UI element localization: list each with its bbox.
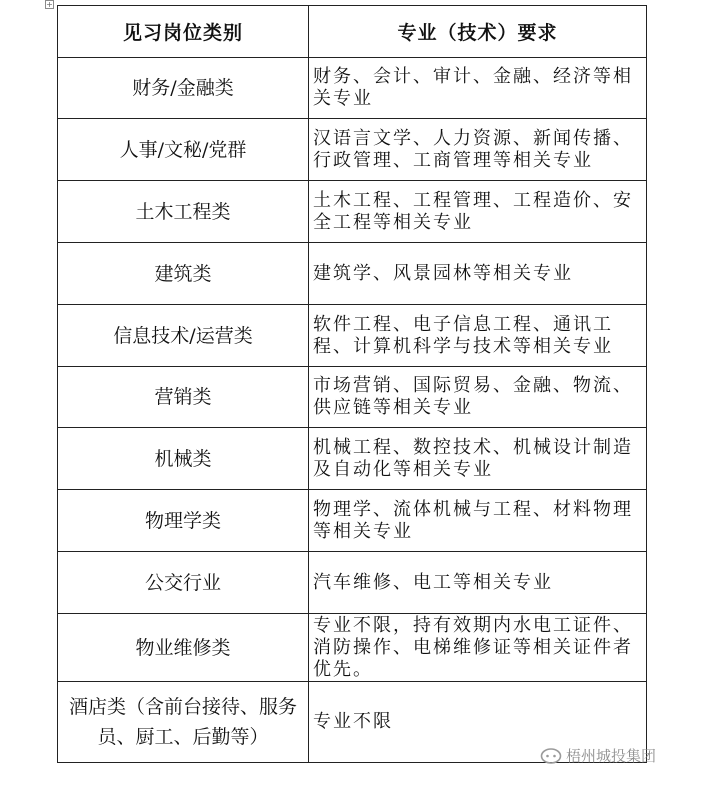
table-row	[58, 614, 647, 682]
internship-requirements-table	[57, 5, 647, 763]
wechat-channel-icon	[540, 747, 562, 765]
requirement-cell: 软件工程、电子信息工程、通讯工程、计算机科学与技术等相关专业	[309, 305, 647, 367]
watermark-text: 梧州城投集团	[566, 747, 657, 765]
requirement-cell: 汽车维修、电工等相关专业	[309, 552, 647, 614]
table-header-row	[58, 6, 647, 58]
requirement-cell: 专业不限	[309, 682, 647, 763]
table-row	[58, 490, 647, 552]
requirement-cell: 市场营销、国际贸易、金融、物流、供应链等相关专业	[309, 367, 647, 428]
header-requirement: 专业（技术）要求	[309, 6, 647, 58]
requirement-cell: 汉语言文学、人力资源、新闻传播、行政管理、工商管理等相关专业	[309, 119, 647, 181]
category-cell: 物理学类	[58, 490, 309, 552]
table-row	[58, 243, 647, 305]
table-row	[58, 181, 647, 243]
requirement-cell: 建筑学、风景园林等相关专业	[309, 243, 647, 305]
category-cell: 公交行业	[58, 552, 309, 614]
table-row	[58, 119, 647, 181]
category-cell: 物业维修类	[58, 614, 309, 682]
table-row	[58, 367, 647, 428]
category-cell: 财务/金融类	[58, 58, 309, 119]
table-row	[58, 58, 647, 119]
requirement-cell: 机械工程、数控技术、机械设计制造及自动化等相关专业	[309, 428, 647, 490]
source-watermark	[540, 745, 656, 766]
requirement-cell: 物理学、流体机械与工程、材料物理等相关专业	[309, 490, 647, 552]
requirement-cell: 专业不限，持有效期内水电工证件、消防操作、电梯维修证等相关证件者优先。	[309, 614, 647, 682]
header-category: 见习岗位类别	[58, 6, 309, 58]
category-cell: 机械类	[58, 428, 309, 490]
table-row	[58, 305, 647, 367]
category-cell: 信息技术/运营类	[58, 305, 309, 367]
category-cell: 土木工程类	[58, 181, 309, 243]
category-cell: 人事/文秘/党群	[58, 119, 309, 181]
category-cell: 酒店类（含前台接待、服务员、厨工、后勤等）	[58, 682, 309, 763]
table-anchor-icon[interactable]: +	[46, 0, 53, 9]
category-cell: 营销类	[58, 367, 309, 428]
category-cell: 建筑类	[58, 243, 309, 305]
requirement-cell: 土木工程、工程管理、工程造价、安全工程等相关专业	[309, 181, 647, 243]
table-row	[58, 552, 647, 614]
requirement-cell: 财务、会计、审计、金融、经济等相关专业	[309, 58, 647, 119]
table-row	[58, 428, 647, 490]
